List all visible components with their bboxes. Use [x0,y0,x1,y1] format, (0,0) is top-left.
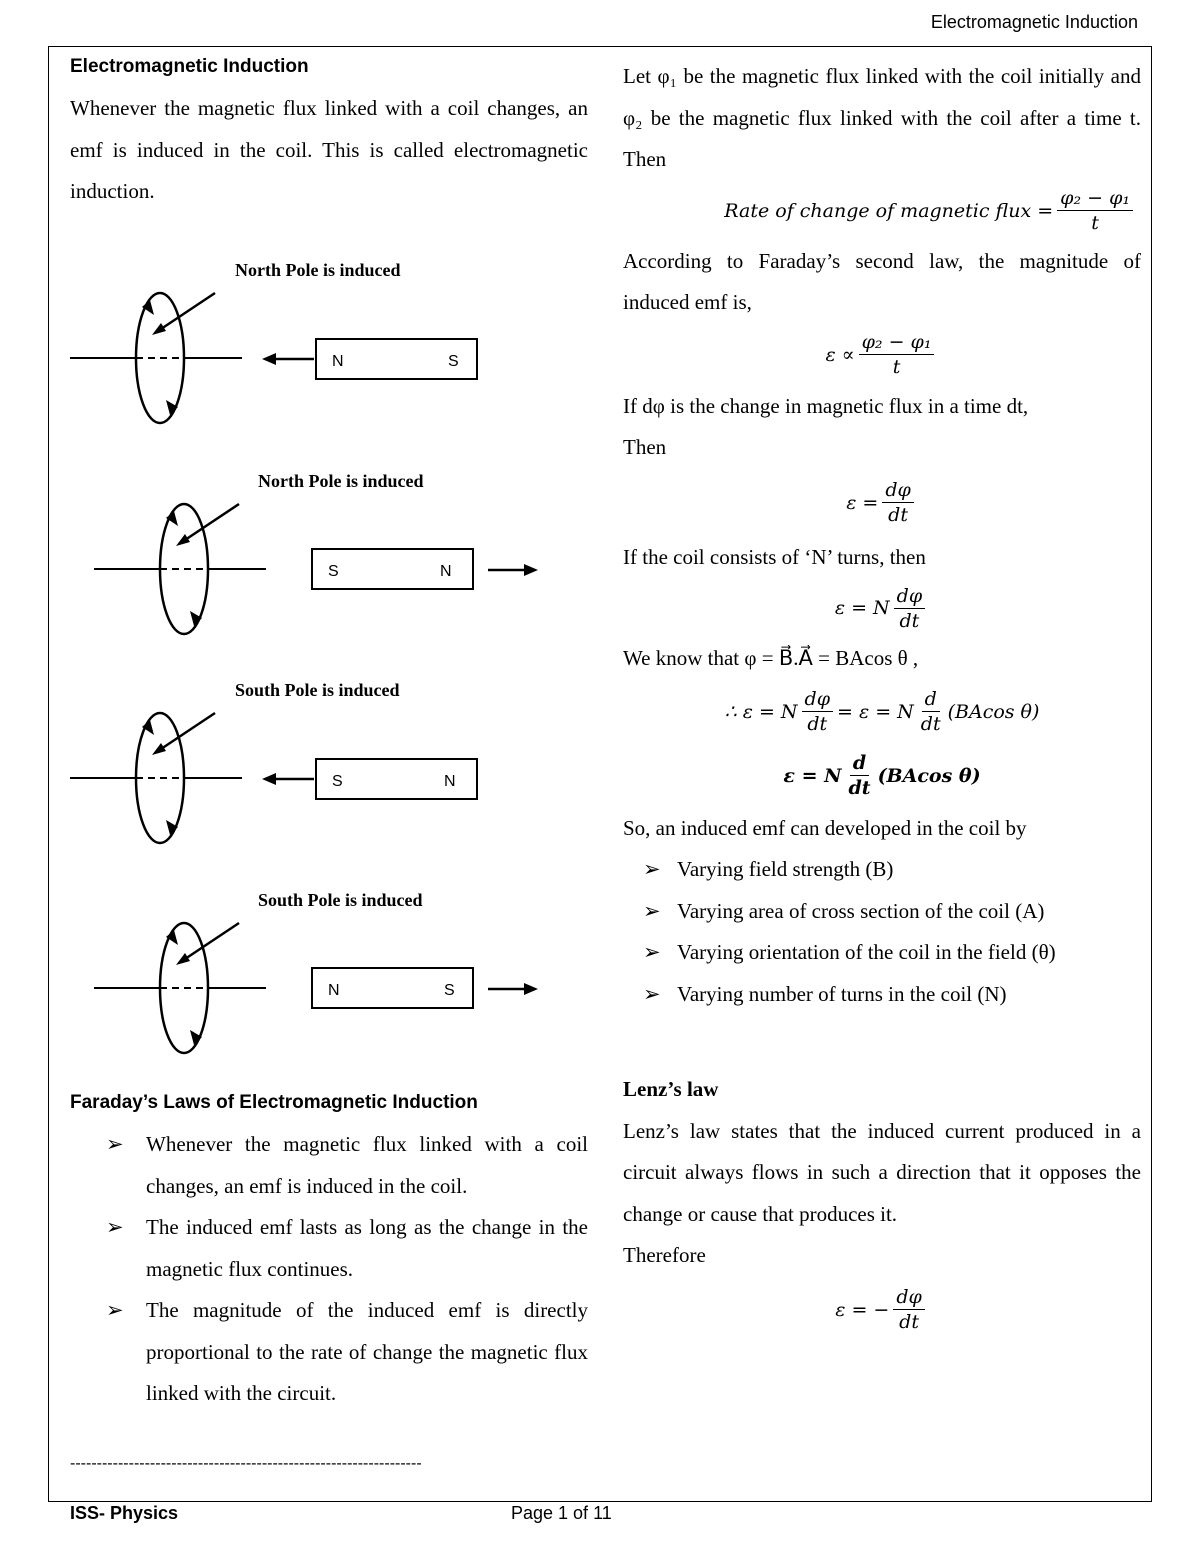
arrow-bullet-icon: ➢ [106,1298,124,1322]
therefore-text: Therefore [623,1243,706,1267]
equation-final: ε = N $\frac{d}{dt}$ (BAcos θ) [783,752,981,799]
left-column [70,56,588,213]
magnet-right-pole: N [440,563,452,580]
methods-intro: So, an induced emf can developed in the coil by [623,815,1027,840]
lenz-heading: Lenz’s law [623,1077,719,1101]
n-turns-paragraph: If the coil consists of ‘N’ turns, then [623,544,926,569]
footer-page-number: Page 1 of 11 [511,1503,612,1523]
equation-lenz: ε = − $\frac{d\varphi}{dt}$ [623,1277,1141,1343]
flux-paragraph: Let φ₁ be the magnetic flux linked with the coil initially and φ₂ be the magnetic flux linked with the coil after a time t. Then [623,64,1141,171]
figure-3 [60,675,600,855]
arrow-bullet-icon: ➢ [106,1132,124,1156]
coil-magnet-diagram [84,466,604,646]
separator-dashes: ------------------------------------------------------------------ [70,1455,422,1472]
faraday-section [70,1092,588,1415]
figure-4 [84,885,604,1065]
list-item: ➢ The magnitude of the induced emf is directly proportional to the rate of change the magnetic flux linked with the circuit. [106,1290,588,1415]
list-item: ➢ Varying orientation of the coil in the field (θ) [643,932,1141,974]
magnet-right-pole: N [444,773,456,790]
equation-expanded: ∴ ε = N $\frac{d\varphi}{dt}$ = ε = N $\frac{d}{dt}$ (BAcos θ) [724,688,1040,735]
list-item: ➢ Varying field strength (B) [643,849,1141,891]
flux-definition-paragraph: We know that φ = B⃗.A⃗ = BAcos θ , [623,646,919,670]
arrow-bullet-icon: ➢ [643,898,661,923]
faraday-laws-list [70,1124,588,1415]
then-text: Then [623,435,667,459]
equation-n-turns: ε = N $\frac{d\varphi}{dt}$ [623,578,1141,638]
figure-1 [60,255,600,435]
lenz-section [623,1069,1141,1343]
figure-label: North Pole is induced [258,471,424,491]
figure-label: South Pole is induced [235,680,400,700]
magnet-right-pole: S [448,353,459,370]
arrow-bullet-icon: ➢ [643,857,661,881]
list-item: ➢ Whenever the magnetic flux linked with a coil changes, an emf is induced in the coil. [106,1124,588,1207]
magnet-right-pole: S [444,982,455,999]
magnet-left-pole: N [328,982,340,999]
coil-magnet-diagram [60,675,600,855]
equation-emf: ε = $\frac{d\varphi}{dt}$ [623,469,1141,537]
arrow-bullet-icon: ➢ [106,1215,124,1239]
magnet-left-pole: S [328,563,339,580]
right-column [623,56,1141,1015]
figure-label: South Pole is induced [258,890,423,910]
equation-proportional: ε ∝ $\frac{\text{φ₂ − φ₁}}{t}$ [623,324,1141,386]
faraday-heading: Faraday’s Laws of Electromagnetic Induction [70,1092,478,1113]
footer-course: ISS- Physics [70,1503,179,1523]
section-heading: Electromagnetic Induction [70,56,309,77]
list-item: ➢ The induced emf lasts as long as the change in the magnetic flux continues. [106,1207,588,1290]
magnet-left-pole: N [332,353,344,370]
running-header: Electromagnetic Induction [930,12,1138,32]
magnet-left-pole: S [332,773,343,790]
coil-magnet-diagram [60,255,600,435]
intro-paragraph: Whenever the magnetic flux linked with a coil changes, an emf is induced in the coil. This is called electromagnetic induction. [70,96,588,203]
figure-2 [84,466,604,646]
equation-rate: Rate of change of magnetic flux = $\frac{\text{φ₂ − φ₁}}{t}$ [623,181,1141,241]
list-item: ➢ Varying number of turns in the coil (N) [643,974,1141,1016]
faraday-second-law-paragraph: According to Faraday’s second law, the magnitude of induced emf is, [623,248,1141,314]
lenz-paragraph: Lenz’s law states that the induced current produced in a circuit always flows in such a direction that it opposes the change or cause that produces it. [623,1118,1141,1226]
coil-magnet-diagram [84,885,604,1065]
list-item: ➢ Varying area of cross section of the coil (A) [643,891,1141,933]
methods-list [623,849,1141,1015]
figure-label: North Pole is induced [235,260,401,280]
dphi-paragraph: If dφ is the change in magnetic flux in a time dt, [623,393,1029,418]
arrow-bullet-icon: ➢ [643,981,661,1006]
arrow-bullet-icon: ➢ [643,940,661,964]
